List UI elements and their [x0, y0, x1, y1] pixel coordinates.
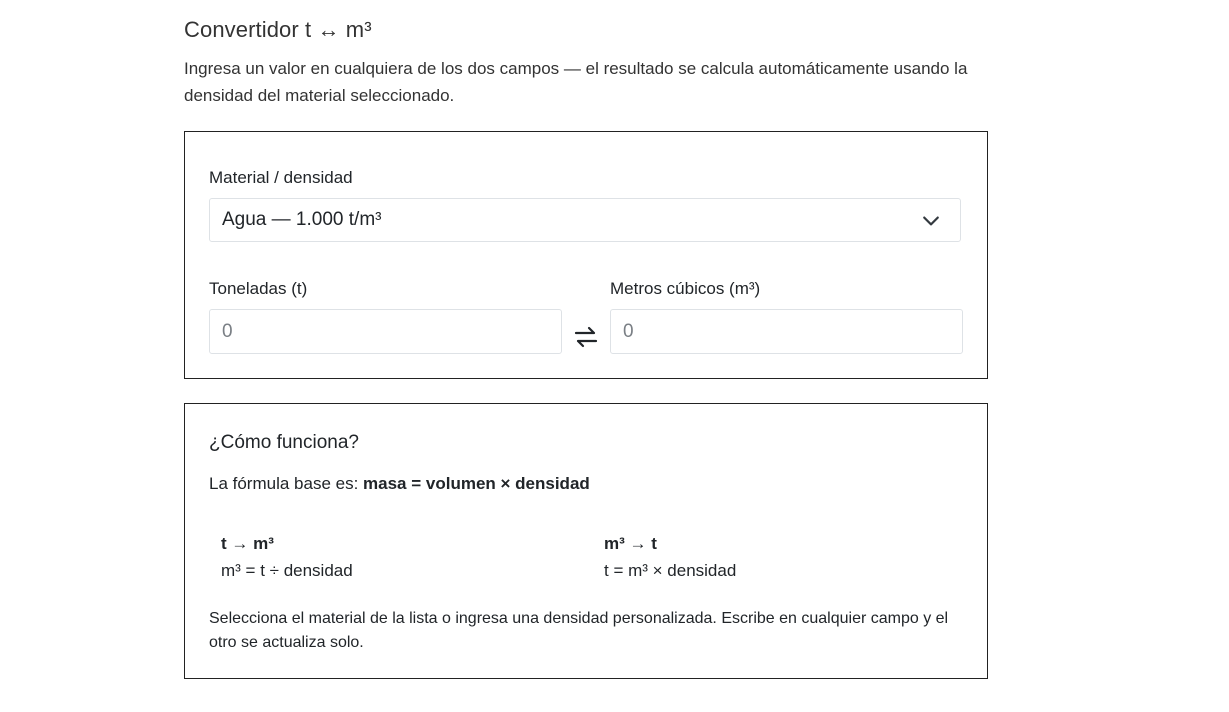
material-selected-value: Agua — 1.000 t/m³ — [222, 209, 382, 230]
m3-to-t-head: m³ → t — [604, 534, 657, 553]
page-intro: Ingresa un valor en cualquiera de los dos campos — el resultado se calcula automáticamente usando la densidad del material seleccionado. — [184, 59, 968, 105]
how-it-works-card — [184, 403, 988, 679]
page-title: Convertidor t ↔ m³ — [184, 17, 372, 42]
cubic-meters-input[interactable] — [610, 309, 963, 354]
how-it-works-title: ¿Cómo funciona? — [209, 432, 359, 453]
swap-arrows-icon[interactable] — [573, 325, 599, 349]
material-select[interactable] — [209, 198, 961, 242]
formula-bold: masa = volumen × densidad — [363, 474, 590, 493]
how-it-works-note: Selecciona el material de la lista o ingresa una densidad personalizada. Escribe en cualquier campo y el otro se actualiza solo. — [209, 610, 949, 651]
converter-card — [184, 131, 988, 379]
tons-input[interactable] — [209, 309, 562, 354]
t-to-m3-formula: m³ = t ÷ densidad — [221, 561, 353, 580]
material-label: Material / densidad — [209, 168, 353, 187]
m3-to-t-block — [604, 530, 736, 584]
chevron-down-icon — [922, 212, 940, 230]
formula-prefix: La fórmula base es: — [209, 474, 364, 493]
t-to-m3-block — [221, 530, 353, 584]
t-to-m3-head: t → m³ — [221, 534, 274, 553]
cubic-meters-label: Metros cúbicos (m³) — [610, 279, 761, 298]
tons-label: Toneladas (t) — [209, 279, 308, 298]
formula-line — [209, 474, 590, 494]
m3-to-t-formula: t = m³ × densidad — [604, 561, 737, 580]
